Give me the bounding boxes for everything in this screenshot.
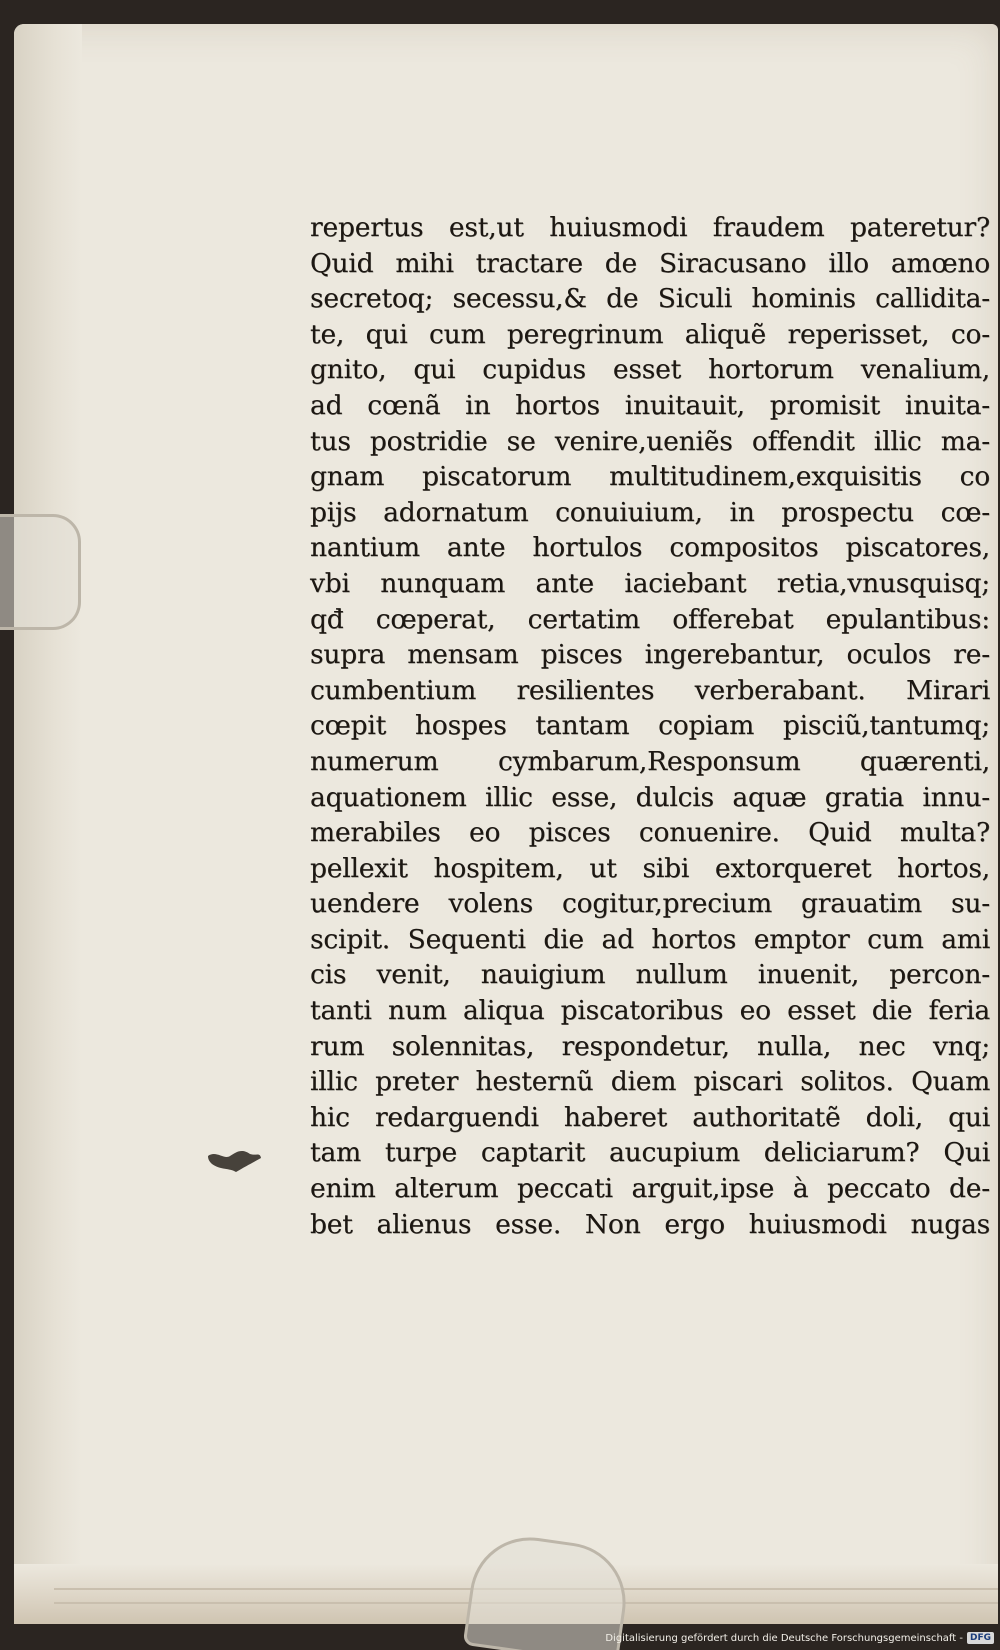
text-line: ad cœnã in hortos inuitauit, promisit inuita- bbox=[310, 389, 990, 421]
text-line: merabiles eo pisces conuenire. Quid multa? bbox=[310, 817, 990, 849]
text-line: tus postridie se venire,ueniẽs offendit illic ma- bbox=[310, 425, 990, 457]
text-line: nantium ante hortulos compositos piscatores, bbox=[310, 532, 990, 564]
book-page bbox=[14, 24, 998, 1624]
text-line: supra mensam pisces ingerebantur, oculos re- bbox=[310, 639, 990, 671]
text-line: enim alterum peccati arguit,ipse à peccato de- bbox=[310, 1173, 990, 1205]
text-line: hic redarguendi haberet authoritatẽ doli, qui bbox=[310, 1101, 990, 1133]
text-column bbox=[310, 210, 990, 1242]
text-line: scipit. Sequenti die ad hortos emptor cum ami bbox=[310, 923, 990, 955]
text-line: pijs adornatum conuiuium, in prospectu cœ- bbox=[310, 496, 990, 528]
credit-text: Digitalisierung gefördert durch die Deutsche Forschungsgemeinschaft - bbox=[605, 1632, 963, 1644]
book-clasp-left bbox=[0, 514, 81, 630]
text-line: Quid mihi tractare de Siracusano illo amœno bbox=[310, 247, 990, 279]
text-line: illic preter hesternũ diem piscari solitos. Quam bbox=[310, 1066, 990, 1098]
text-line: cis venit, nauigium nullum inuenit, percon- bbox=[310, 959, 990, 991]
text-line: secretoq; secessu,& de Siculi hominis callidita- bbox=[310, 283, 990, 315]
text-line: cœpit hospes tantam copiam pisciũ,tantumq; bbox=[310, 710, 990, 742]
dfg-logo: DFG bbox=[967, 1632, 994, 1644]
text-line: gnam piscatorum multitudinem,exquisitis co bbox=[310, 461, 990, 493]
text-line: tanti num aliqua piscatoribus eo esset die feria bbox=[310, 995, 990, 1027]
text-line: rum solennitas, respondetur, nulla, nec vnq; bbox=[310, 1030, 990, 1062]
text-line: aquationem illic esse, dulcis aquæ gratia innu- bbox=[310, 781, 990, 813]
text-line: qđ cœperat, certatim offerebat epulantibus: bbox=[310, 603, 990, 635]
ink-blot-mark bbox=[206, 1146, 262, 1176]
text-line: uendere volens cogitur,precium grauatim su- bbox=[310, 888, 990, 920]
text-line: bet alienus esse. Non ergo huiusmodi nugas bbox=[310, 1208, 990, 1240]
text-line: tam turpe captarit aucupium deliciarum? Qui bbox=[310, 1137, 990, 1169]
text-line: gnito, qui cupidus esset hortorum venalium, bbox=[310, 354, 990, 386]
page-left-edge bbox=[14, 24, 82, 1624]
text-line: numerum cymbarum,Responsum quærenti, bbox=[310, 745, 990, 777]
text-line: cumbentium resilientes verberabant. Mirari bbox=[310, 674, 990, 706]
digitization-credit bbox=[605, 1628, 994, 1648]
text-line: pellexit hospitem, ut sibi extorqueret hortos, bbox=[310, 852, 990, 884]
text-line: te, qui cum peregrinum aliquẽ reperisset, co- bbox=[310, 318, 990, 350]
text-line: vbi nunquam ante iaciebant retia,vnusquisq; bbox=[310, 567, 990, 599]
text-line: repertus est,ut huiusmodi fraudem pateretur? bbox=[310, 212, 990, 243]
